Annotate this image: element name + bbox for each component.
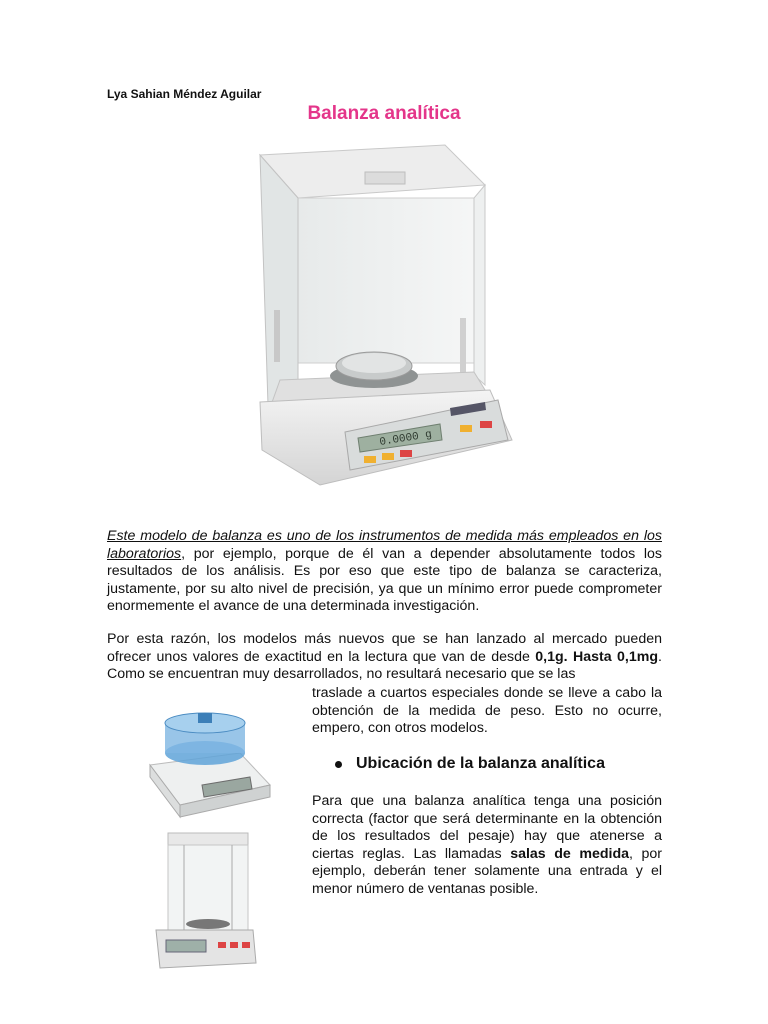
paragraph-intro-rest: , por ejemplo, porque de él van a depender absolutamente todos los resultados de los análisis. Es por eso que este tipo de balanza se caracteriza, justamente, por su alto nivel de precisión, ya que un mínimo error puede comprometer enormemente el avance de una determinada investigación. — [107, 545, 662, 614]
paragraph-location-text: Para que una balanza analítica tenga una posición correcta (factor que será determinante en la obtención de los resultados del pesaje) hay que atenerse a ciertas reglas. Las llamadas — [312, 793, 662, 862]
paragraph-location — [312, 793, 662, 898]
section-heading — [335, 755, 605, 773]
paragraph-location-text-2: , por ejemplo, deberán tener solamente una entrada y el menor número de ventanas posible. — [312, 845, 662, 897]
paragraph-precision-text-2: . Como se encuentran muy desarrollados, no resultará necesario que se las — [107, 648, 662, 682]
page-title: Balanza analítica — [307, 103, 461, 124]
balance-glass-enclosure-image — [148, 828, 258, 973]
paragraph-precision — [107, 631, 662, 684]
svg-text:0.0000 g: 0.0000 g — [378, 428, 433, 449]
balance-blue-draft-shield-image — [140, 705, 275, 825]
paragraph-precision-text: Por esta razón, los modelos más nuevos que se han lanzado al mercado pueden ofrecer unos valores de exactitud en la lectura que van de desde — [107, 631, 662, 665]
paragraph-intro-link[interactable]: Este modelo de balanza es uno de los instrumentos de medida más empleados en los laboratorios — [107, 528, 662, 562]
section-heading-text: Ubicación de la balanza analítica — [356, 755, 605, 772]
paragraph-intro — [107, 528, 662, 616]
bullet-icon — [335, 761, 342, 768]
measurement-rooms-term: salas de medida — [510, 845, 629, 862]
analytical-balance-image — [250, 140, 520, 505]
author-name: Lya Sahian Méndez Aguilar — [107, 87, 262, 101]
paragraph-precision-continued: traslade a cuartos especiales donde se lleve a cabo la obtención de la medida de peso. Esto no ocurre, empero, con otros modelos. — [312, 685, 662, 736]
precision-range: 0,1g. Hasta 0,1mg — [535, 648, 659, 665]
